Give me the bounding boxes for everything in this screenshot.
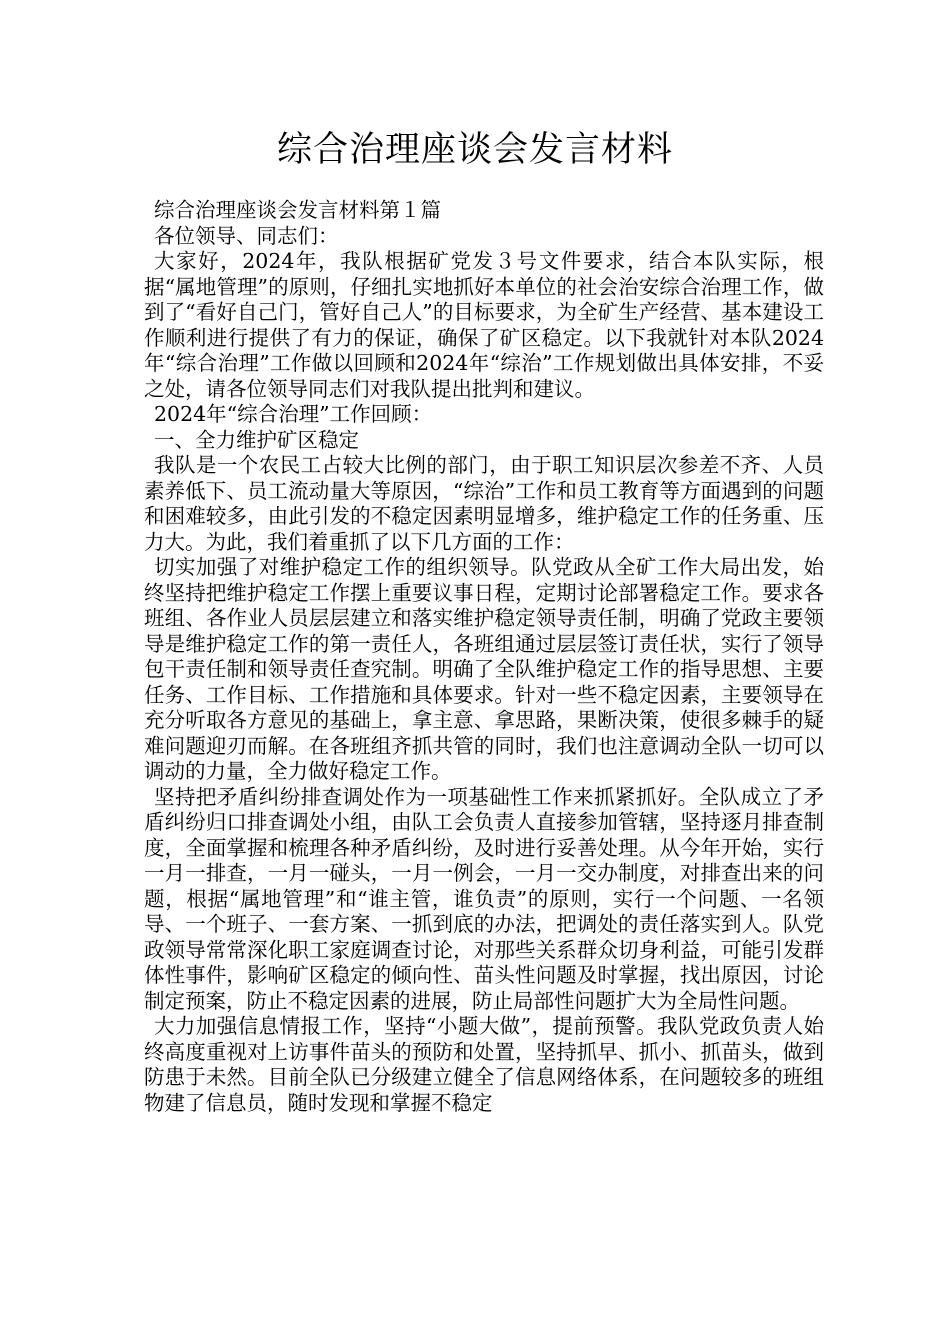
paragraph-intro: 大家好，2024年，我队根据矿党发３号文件要求，结合本队实际，根据“属地管理”的原则，仔细扎实地抓好本单位的社会治安综合治理工作，做到了“看好自己门，管好自己人”的目标要求，为全矿生产经营、基本建设工作顺利进行提供了有力的保证，确保了矿区稳定。以下我就针对本队2024年“综合治理”工作做以回顾和2024年“综治”工作规划做出具体安排，不妥之处，请各位领导同志们对我队提出批判和建议。 xyxy=(144,249,824,401)
document-body xyxy=(144,198,824,1116)
paragraph-background: 我队是一个农民工占较大比例的部门，由于职工知识层次参差不齐、人员素养低下、员工流动量大等原因，“综治”工作和员工教育等方面遇到的问题和困难较多，由此引发的不稳定因素明显增多，维护稳定工作的任务重、压力大。为此，我们着重抓了以下几方面的工作： xyxy=(144,453,824,554)
section-heading: 综合治理座谈会发言材料第１篇 xyxy=(154,198,441,222)
salutation: 各位领导、同志们： xyxy=(154,223,339,248)
subheading-review: 2024年“综合治理”工作回顾： xyxy=(154,402,433,426)
paragraph-disputes: 坚持把矛盾纠纷排查调处作为一项基础性工作来抓紧抓好。全队成立了矛盾纠纷归口排查调处小组，由队工会负责人直接参加管辖，坚持逐月排查制度，全面掌握和梳理各种矛盾纠纷，及时进行妥善处理。从今年开始，实行一月一排查，一月一碰头，一月一例会，一月一交办制度，对排查出来的问题，根据“属地管理”和“谁主管，谁负责”的原则，实行一个问题、一名领导、一个班子、一套方案、一抓到底的办法，把调处的责任落实到人。队党政领导常常深化职工家庭调查讨论，对那些关系群众切身利益，可能引发群体性事件，影响矿区稳定的倾向性、苗头性问题及时掌握，找出原因，讨论制定预案，防止不稳定因素的进展，防止局部性问题扩大为全局性问题。 xyxy=(144,784,824,1013)
paragraph-leadership: 切实加强了对维护稳定工作的组织领导。队党政从全矿工作大局出发，始终坚持把维护稳定工作摆上重要议事日程，定期讨论部署稳定工作。要求各班组、各作业人员层层建立和落实维护稳定领导责任制，明确了党政主要领导是维护稳定工作的第一责任人，各班组通过层层签订责任状，实行了领导包干责任制和领导责任查究制。明确了全队维护稳定工作的指导思想、主要任务、工作目标、工作措施和具体要求。针对一些不稳定因素，主要领导在充分听取各方意见的基础上，拿主意、拿思路，果断决策，使很多棘手的疑难问题迎刃而解。在各班组齐抓共管的同时，我们也注意调动全队一切可以调动的力量，全力做好稳定工作。 xyxy=(144,555,824,783)
paragraph-intelligence: 大力加强信息情报工作，坚持“小题大做”，提前预警。我队党政负责人始终高度重视对上访事件苗头的预防和处置，坚持抓早、抓小、抓苗头，做到防患于未然。目前全队已分级建立健全了信息网络体系，在问题较多的班组物建了信息员，随时发现和掌握不稳定 xyxy=(144,1014,824,1115)
subheading-stability: 一、全力维护矿区稳定 xyxy=(154,427,359,452)
document-title: 综合治理座谈会发言材料 xyxy=(276,130,673,170)
